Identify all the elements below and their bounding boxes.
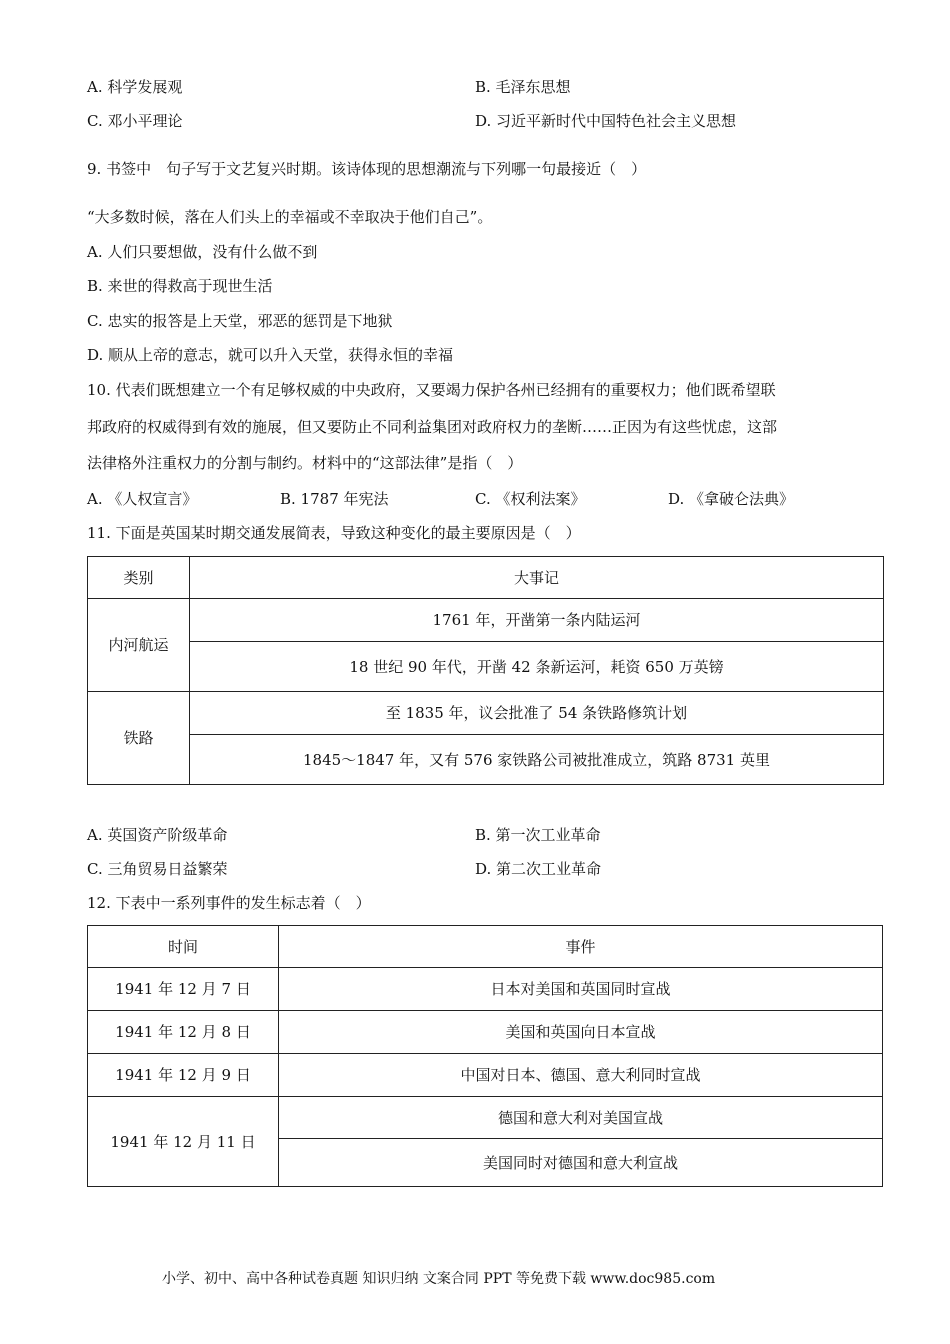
q11-header-category: 类别 — [88, 557, 190, 599]
q9-stem: 9. 书签中 句子写于文艺复兴时期。该诗体现的思想潮流与下列哪一句最接近（ ） — [87, 160, 647, 178]
q9-option-d: D. 顺从上帝的意志，就可以升入天堂，获得永恒的幸福 — [87, 346, 454, 364]
q10-option-d: D. 《拿破仑法典》 — [668, 490, 795, 508]
q11-event-cell: 至 1835 年，议会批准了 54 条铁路修筑计划 — [190, 692, 884, 735]
q11-event-cell: 1845～1847 年，又有 576 家铁路公司被批准成立，筑路 8731 英里 — [190, 735, 884, 785]
q12-date-cell: 1941 年 12 月 7 日 — [88, 968, 279, 1011]
q9-option-b: B. 来世的得救高于现世生活 — [87, 277, 273, 295]
q9-option-a: A. 人们只要想做，没有什么做不到 — [87, 243, 318, 261]
q10-option-c: C. 《权利法案》 — [475, 490, 586, 508]
q8-option-c: C. 邓小平理论 — [87, 112, 183, 130]
q11-event-cell: 18 世纪 90 年代，开凿 42 条新运河，耗资 650 万英镑 — [190, 642, 884, 692]
q11-option-a: A. 英国资产阶级革命 — [87, 826, 228, 844]
q12-event-cell: 日本对美国和英国同时宣战 — [279, 968, 883, 1011]
q12-date-cell: 1941 年 12 月 8 日 — [88, 1011, 279, 1054]
q11-table — [87, 556, 884, 785]
q11-option-c: C. 三角贸易日益繁荣 — [87, 860, 228, 878]
q9-option-c: C. 忠实的报答是上天堂，邪恶的惩罚是下地狱 — [87, 312, 393, 330]
q12-date-cell: 1941 年 12 月 11 日 — [88, 1097, 279, 1187]
q10-stem-line-1: 10. 代表们既想建立一个有足够权威的中央政府，又要竭力保护各州已经拥有的重要权力；他们既希望联 — [87, 381, 776, 399]
q8-option-d: D. 习近平新时代中国特色社会主义思想 — [475, 112, 737, 130]
q12-event-cell: 美国和英国向日本宣战 — [279, 1011, 883, 1054]
q12-header-event: 事件 — [279, 926, 883, 968]
q8-option-b: B. 毛泽东思想 — [475, 78, 571, 96]
q10-option-b: B. 1787 年宪法 — [280, 490, 389, 508]
q12-header-date: 时间 — [88, 926, 279, 968]
q12-table — [87, 925, 883, 1187]
q10-stem-line-2: 邦政府的权威得到有效的施展，但又要防止不同利益集团对政府权力的垄断……正因为有这些忧虑，这部 — [87, 418, 778, 436]
q11-option-b: B. 第一次工业革命 — [475, 826, 601, 844]
q12-stem: 12. 下表中一系列事件的发生标志着（ ） — [87, 894, 371, 912]
q12-event-cell: 德国和意大利对美国宣战 — [279, 1097, 883, 1139]
page-footer: 小学、初中、高中各种试卷真题 知识归纳 文案合同 PPT 等免费下载 www.doc985.com — [162, 1271, 716, 1287]
q10-option-a: A. 《人权宣言》 — [87, 490, 198, 508]
q10-stem-line-3: 法律格外注重权力的分割与制约。材料中的“这部法律”是指（ ） — [87, 454, 523, 472]
q11-header-events: 大事记 — [190, 557, 884, 599]
q11-option-d: D. 第二次工业革命 — [475, 860, 602, 878]
q11-event-cell: 1761 年，开凿第一条内陆运河 — [190, 599, 884, 642]
q12-event-cell: 美国同时对德国和意大利宣战 — [279, 1139, 883, 1187]
q8-option-a: A. 科学发展观 — [87, 78, 183, 96]
q12-date-cell: 1941 年 12 月 9 日 — [88, 1054, 279, 1097]
q9-quote: “大多数时候，落在人们头上的幸福或不幸取决于他们自己”。 — [87, 208, 493, 226]
q11-category-canal: 内河航运 — [88, 599, 190, 692]
q11-stem: 11. 下面是英国某时期交通发展简表，导致这种变化的最主要原因是（ ） — [87, 524, 581, 542]
q12-event-cell: 中国对日本、德国、意大利同时宣战 — [279, 1054, 883, 1097]
q11-category-railway: 铁路 — [88, 692, 190, 785]
